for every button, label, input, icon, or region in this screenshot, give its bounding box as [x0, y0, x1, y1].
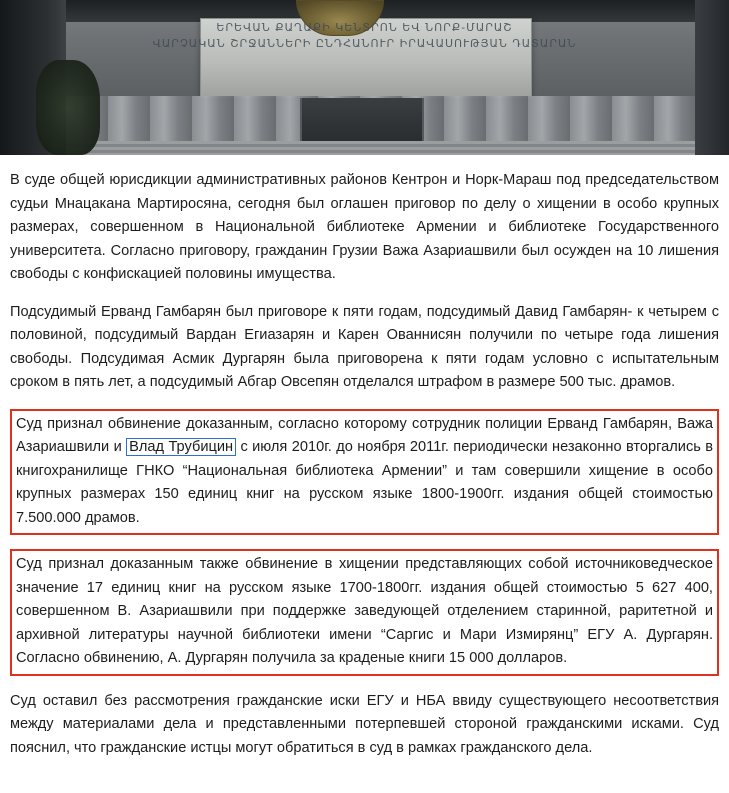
paragraph-2: Подсудимый Ерванд Гамбарян был приговоре к пяти годам, подсудимый Давид Гамбарян- к четырем с половиной, подсудимый Вардан Егиазарян и Карен Ованнисян получили по четыре года лишения свободы. Подсудимая Асмик Дургарян была приговорена к пяти годам условно с испытательным сроком в пять лет, а подсудимый Абгар Овсепян отделался штрафом в размере 500 тыс. драмов.	[10, 303, 719, 390]
highlighted-block-1	[10, 409, 719, 536]
photo-tree	[36, 60, 100, 155]
inscription-line-1: ԵՐԵՎԱՆ ՔԱՂԱՔԻ ԿԵՆՏՐՈՆ ԵՎ ՆՈՐՔ-ՄԱՐԱՇ	[216, 21, 513, 34]
boxed1-text-after: с июля 2010г. до ноября 2011г. периодически незаконно вторгались в книгохранилище ГНКО “Национальная библиотека Армении” и там совершили хищение в особо крупных размерах 150 единиц книг на русском языке 1800-1900гг. издания общей стоимостью 7.500.000 драмов.	[16, 439, 713, 526]
boxed1-text-before: Суд признал обвинение доказанным, согласно которому сотрудник полиции Ерванд Гамбарян, Важа Азариашвили и	[16, 415, 713, 455]
paragraph-3: Суд оставил без рассмотрения гражданские иски ЕГУ и НБА ввиду существующего несоответствия между материалами дела и представленными потерпевшей стороной гражданскими исками. Суд пояснил, что гражданские истцы могут обратиться в суд в рамках гражданского дела.	[10, 692, 719, 756]
highlighted-name: Влад Трубицин	[126, 438, 236, 456]
inscription-line-2: ՎԱՐՉԱԿԱՆ ՇՐՋԱՆՆԵՐԻ ԸՆԴՀԱՆՈՒՐ ԻՐԱՎԱՍՈՒԹՅԱՆ ԴԱՏԱՐԱՆ	[152, 37, 577, 50]
paragraph-boxed-2: Суд признал доказанным также обвинение в хищении представляющих собой источниковедческое значение 17 единиц книг на русском языке 1700-1800гг. издания общей стоимостью 5 627 400, совершенном В. Азариашвили при поддержке заведующей отделением старинной, раритетной и архивной литературы научной библиотеки имени “Саргис и Мари Измирянц” ЕГУ А. Дургарян. Согласно обвинению, А. Дургарян получила за краденые книги 15 000 долларов.	[16, 556, 713, 666]
article-body	[0, 155, 729, 760]
paragraph-1: В суде общей юрисдикции административных районов Кентрон и Норк-Мараш под председательством судьи Мнацакана Мартиросяна, сегодня был оглашен приговор по делу о хищении в особо крупных размерах, совершенном в Национальной библиотеке Армении и библиотеке Государственного университета. Согласно приговору, гражданин Грузии Важа Азариашвили был осужден на 10 лишения свободы с конфискацией половины имущества.	[10, 172, 719, 282]
paragraph-boxed-1	[16, 413, 713, 531]
building-inscription	[0, 20, 729, 52]
courthouse-photo	[0, 0, 729, 155]
photo-steps	[66, 141, 695, 155]
highlighted-block-2	[10, 549, 719, 676]
photo-right-pillar	[695, 0, 729, 155]
